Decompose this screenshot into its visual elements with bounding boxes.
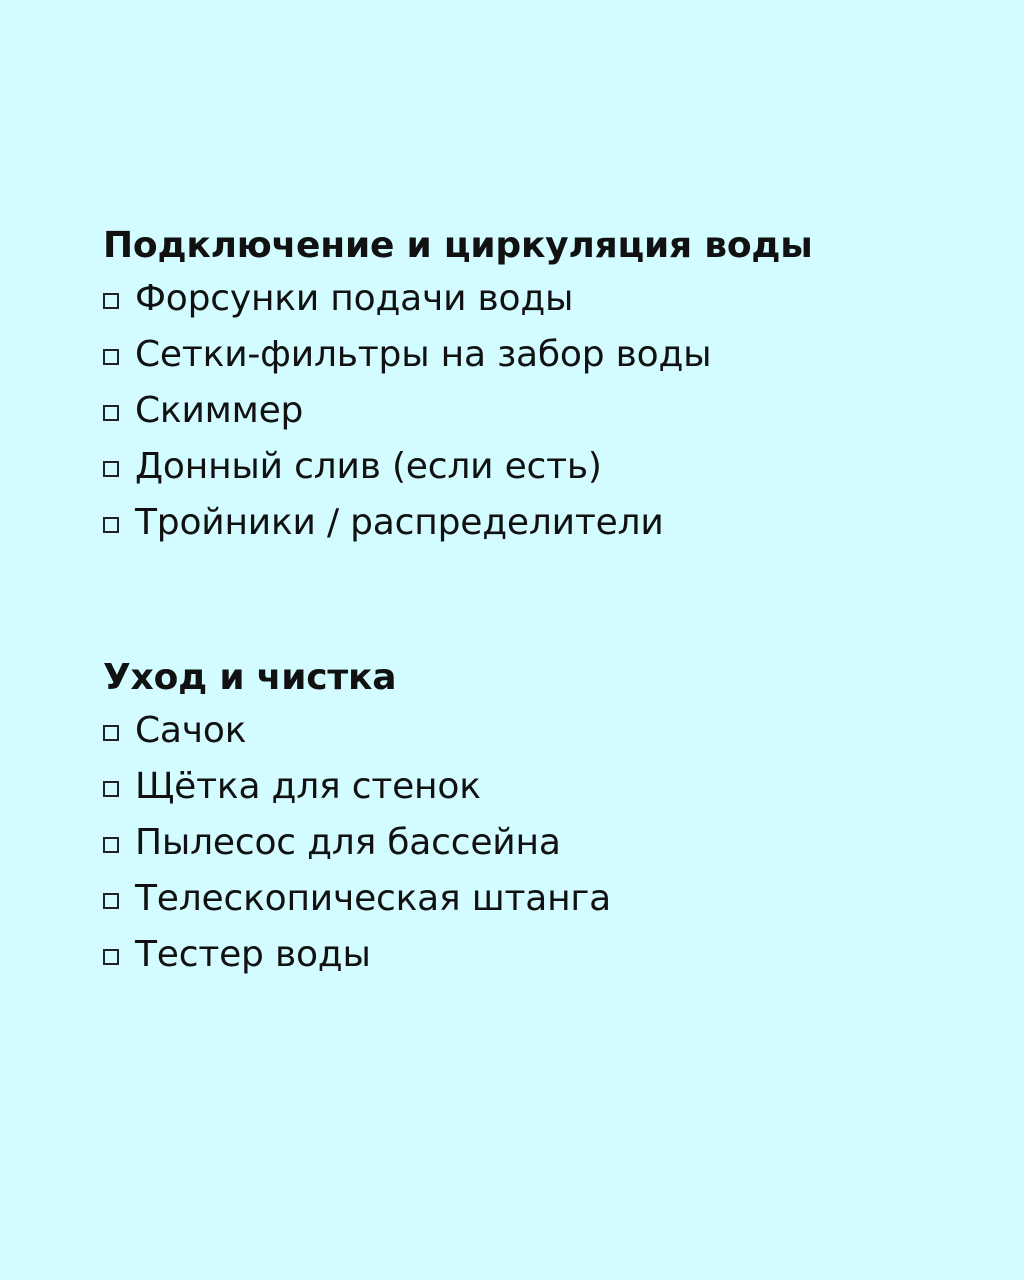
checklist-item[interactable]: [103, 870, 983, 926]
checkbox-icon[interactable]: [103, 725, 119, 741]
checklist-item[interactable]: [103, 438, 983, 494]
checklist-item-label: Пылесос для бассейна: [135, 821, 561, 863]
checkbox-icon[interactable]: [103, 293, 119, 309]
checkbox-icon[interactable]: [103, 949, 119, 965]
checklist-item-label: Тройники / распределители: [135, 501, 664, 543]
checklist-item-label: Сачок: [135, 709, 247, 751]
checklist-item-label: Щётка для стенок: [135, 765, 481, 807]
checklist-item[interactable]: [103, 758, 983, 814]
checklist-item[interactable]: [103, 382, 983, 438]
checklist-item-label: Сетки-фильтры на забор воды: [135, 333, 712, 375]
checklist-item[interactable]: [103, 270, 983, 326]
checklist-item[interactable]: [103, 702, 983, 758]
checkbox-icon[interactable]: [103, 461, 119, 477]
checkbox-icon[interactable]: [103, 893, 119, 909]
section-title: Подключение и циркуляция воды: [103, 225, 813, 266]
checkbox-icon[interactable]: [103, 349, 119, 365]
checklist-item-label: Донный слив (если есть): [135, 445, 602, 487]
checklist-item[interactable]: [103, 926, 983, 982]
checklist-section-connection: [103, 222, 983, 550]
checkbox-icon[interactable]: [103, 781, 119, 797]
section-title: Уход и чистка: [103, 657, 397, 698]
checklist-item[interactable]: [103, 326, 983, 382]
checklist-item-label: Тестер воды: [135, 933, 371, 975]
checkbox-icon[interactable]: [103, 837, 119, 853]
checklist-item[interactable]: [103, 814, 983, 870]
checklist-section-care: [103, 654, 983, 982]
checkbox-icon[interactable]: [103, 517, 119, 533]
checklist-item-label: Форсунки подачи воды: [135, 277, 574, 319]
checkbox-icon[interactable]: [103, 405, 119, 421]
checklist-item-label: Телескопическая штанга: [135, 877, 611, 919]
checklist-item[interactable]: [103, 494, 983, 550]
checklist-item-label: Скиммер: [135, 389, 304, 431]
